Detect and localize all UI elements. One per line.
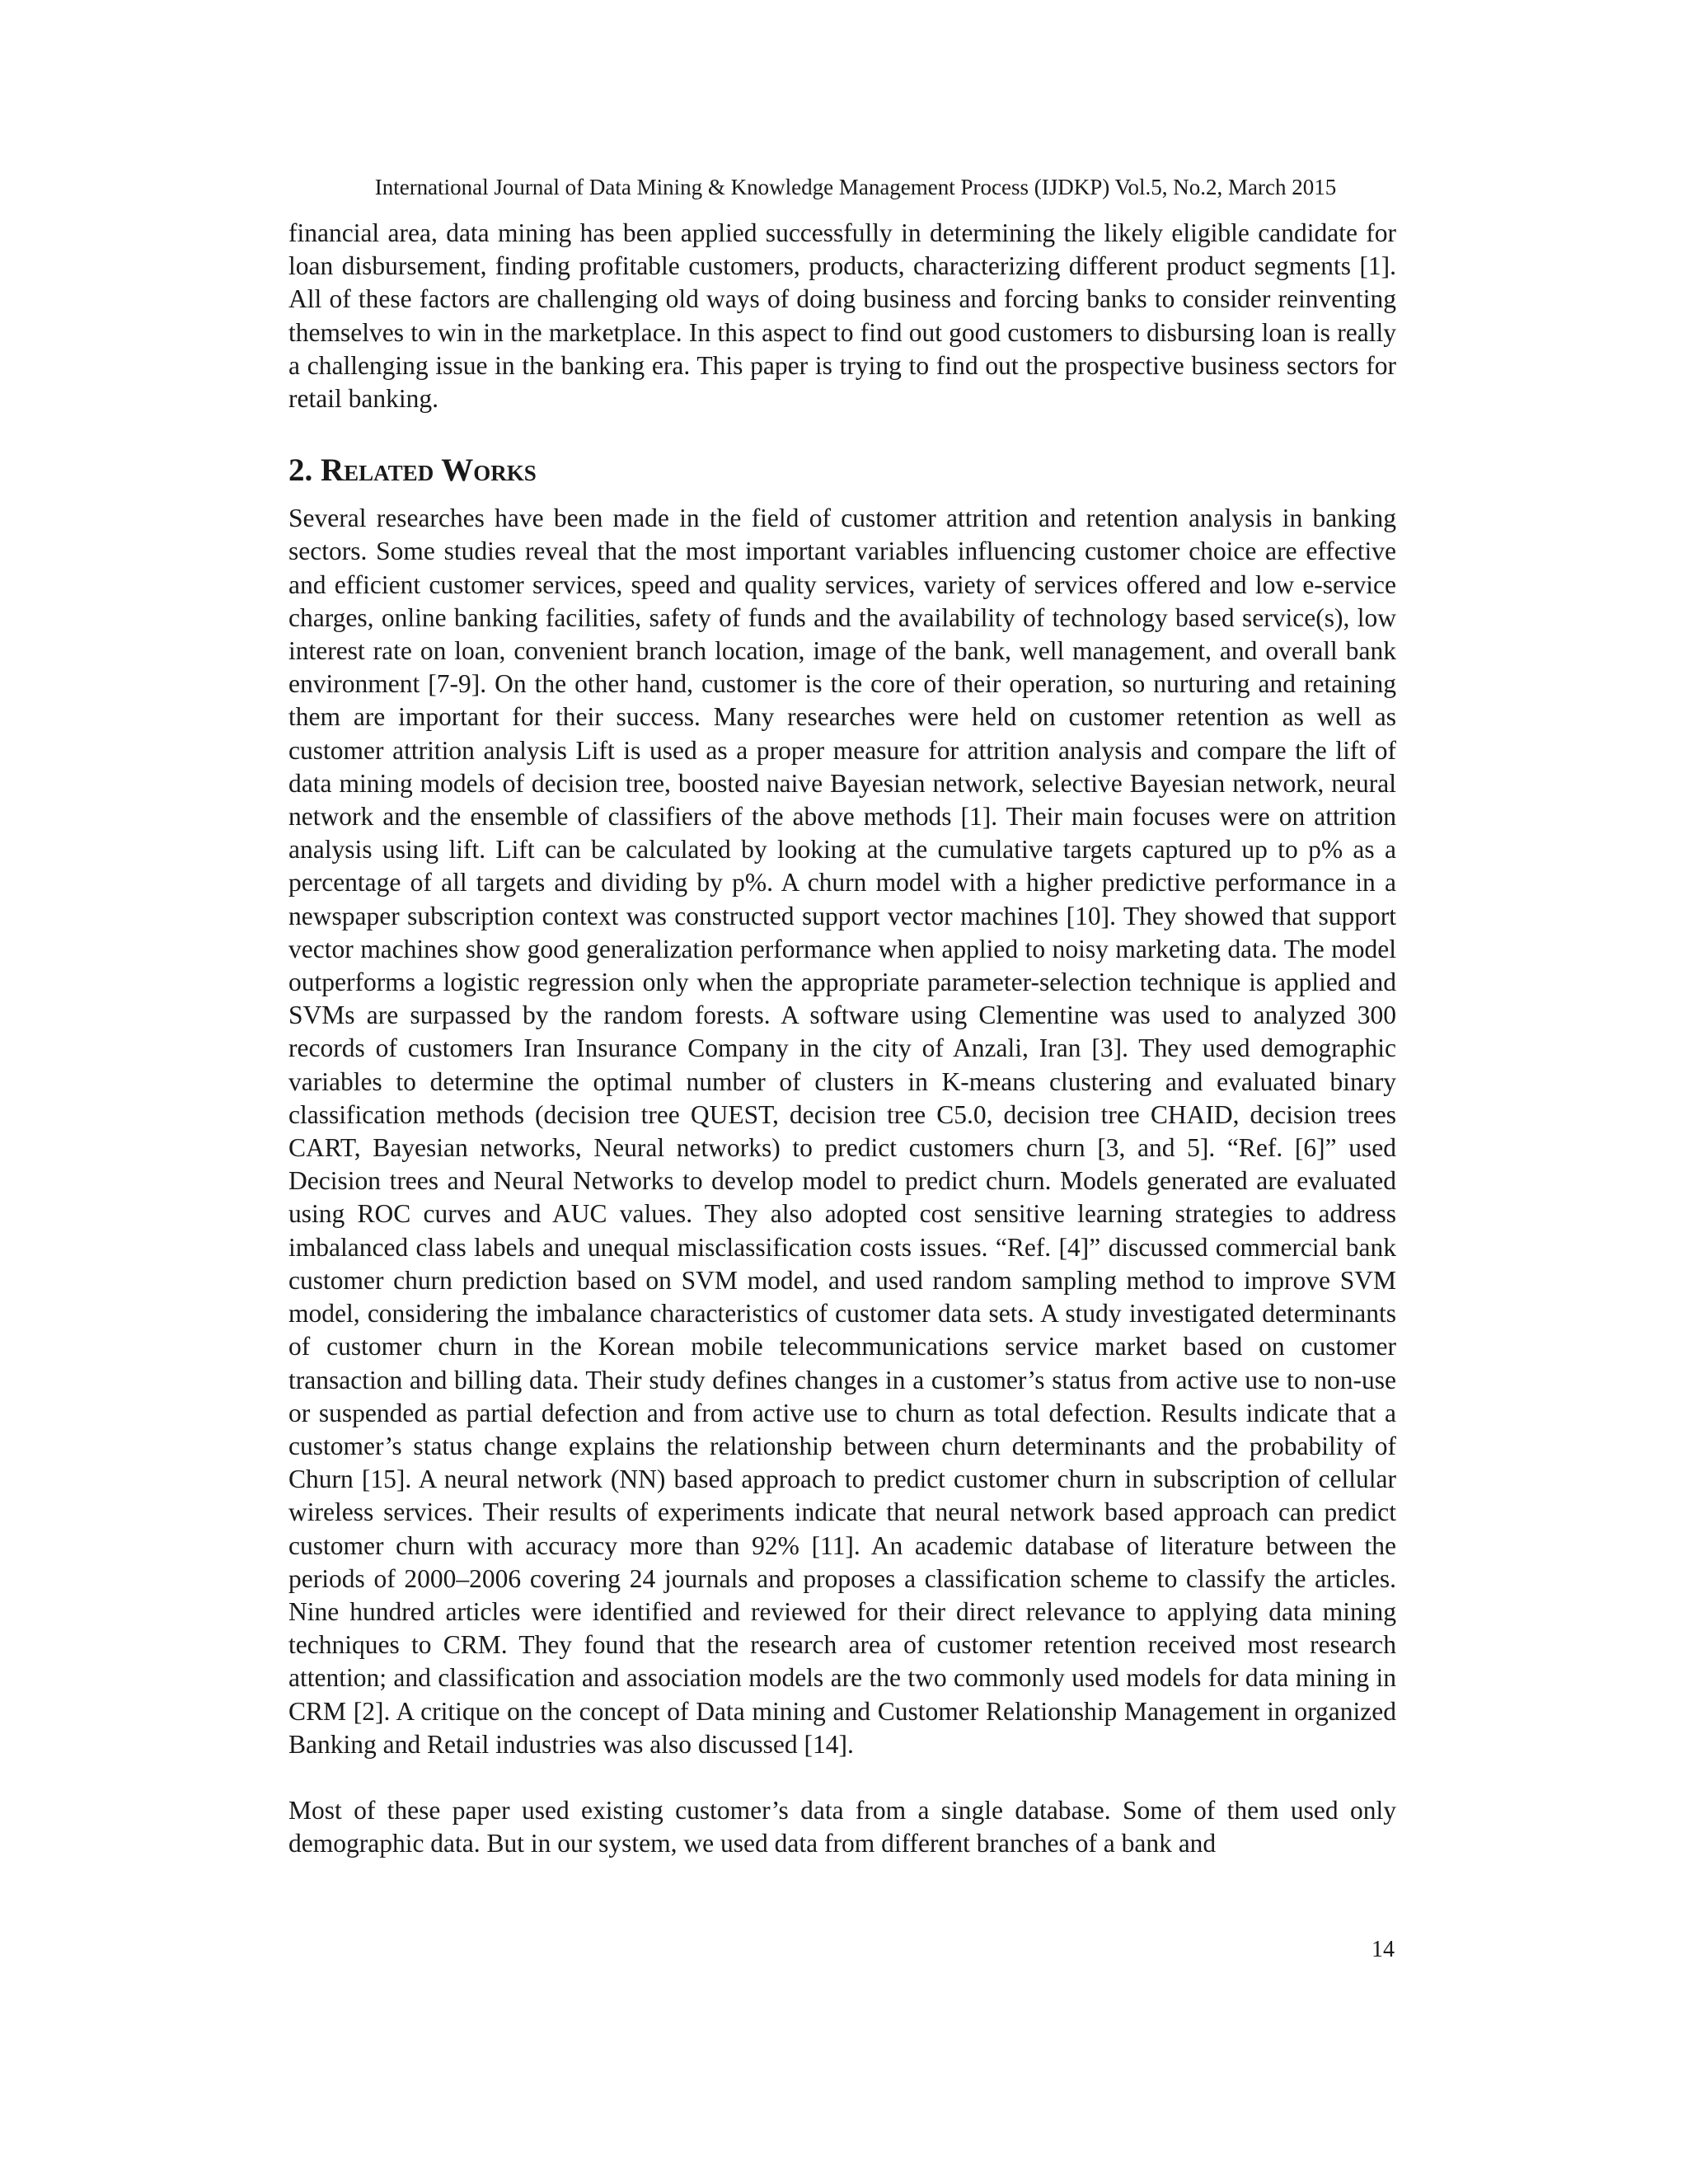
final-paragraph: Most of these paper used existing customer’s data from a single database. Some of them used only demographic data. But in our system, we used data from different branches of a bank and [288, 1795, 1396, 1858]
running-header: International Journal of Data Mining & Knowledge Management Process (IJDKP) Vol.5, No.2, March 2015 [374, 175, 1337, 199]
page-body [288, 217, 1396, 1860]
section-title: Related Works [321, 452, 537, 489]
section-heading [288, 451, 1396, 490]
related-works-paragraph: Several researches have been made in the field of customer attrition and retention analysis in banking sectors. Some studies reveal that the most important variables influencing customer choice are effective and efficient customer services, speed and quality services, variety of services offered and low e-service charges, online banking facilities, safety of funds and the availability of technology based service(s), low interest rate on loan, convenient branch location, image of the bank, well management, and overall bank environment [7-9]. On the other hand, customer is the core of their operation, so nurturing and retaining them are important for their success. Many researches were held on customer retention as well as customer attrition analysis Lift is used as a proper measure for attrition analysis and compare the lift of data mining models of decision tree, boosted naive Bayesian network, selective Bayesian network, neural network and the ensemble of classifiers of the above methods [1]. Their main focuses were on attrition analysis using lift. Lift can be calculated by looking at the cumulative targets captured up to p% as a percentage of all targets and dividing by p%. A churn model with a higher predictive performance in a newspaper subscription context was constructed support vector machines [10]. They showed that support vector machines show good generalization performance when applied to noisy marketing data. The model outperforms a logistic regression only when the appropriate parameter-selection technique is applied and SVMs are surpassed by the random forests. A software using Clementine was used to analyzed 300 records of customers Iran Insurance Company in the city of Anzali, Iran [3]. They used demographic variables to determine the optimal number of clusters in K-means clustering and evaluated binary classification methods (decision tree QUEST, decision tree C5.0, decision tree CHAID, decision trees CART, Bayesian networks, Neural networks) to predict customers churn [3, and 5]. “Ref. [6]” used Decision trees and Neural Networks to develop model to predict churn. Models generated are evaluated using ROC curves and AUC values. They also adopted cost sensitive learning strategies to address imbalanced class labels and unequal misclassification costs issues. “Ref. [4]” discussed commercial bank customer churn prediction based on SVM model, and used random sampling method to improve SVM model, considering the imbalance characteristics of customer data sets. A study investigated determinants of customer churn in the Korean mobile telecommunications service market based on customer transaction and billing data. Their study defines changes in a customer’s status from active use to non-use or suspended as partial defection and from active use to churn as total defection. Results indicate that a customer’s status change explains the relationship between churn determinants and the probability of Churn [15]. A neural network (NN) based approach to predict customer churn in subscription of cellular wireless services. Their results of experiments indicate that neural network based approach can predict customer churn with accuracy more than 92% [11]. An academic database of literature between the periods of 2000–2006 covering 24 journals and proposes a classification scheme to classify the articles. Nine hundred articles were identified and reviewed for their direct relevance to applying data mining techniques to CRM. They found that the research area of customer retention received most research attention; and classification and association models are the two commonly used models for data mining in CRM [2]. A critique on the concept of Data mining and Customer Relationship Management in organized Banking and Retail industries was also discussed [14]. [288, 504, 1396, 1759]
page-number: 14 [1372, 1937, 1395, 1962]
intro-paragraph: financial area, data mining has been applied successfully in determining the likely eligible candidate for loan disbursement, finding profitable customers, products, characterizing different product segments [1]. All of these factors are challenging old ways of doing business and forcing banks to consider reinventing themselves to win in the marketplace. In this aspect to find out good customers to disbursing loan is really a challenging issue in the banking era. This paper is trying to find out the prospective business sectors for retail banking. [288, 218, 1396, 414]
section-number: 2. [288, 452, 313, 489]
